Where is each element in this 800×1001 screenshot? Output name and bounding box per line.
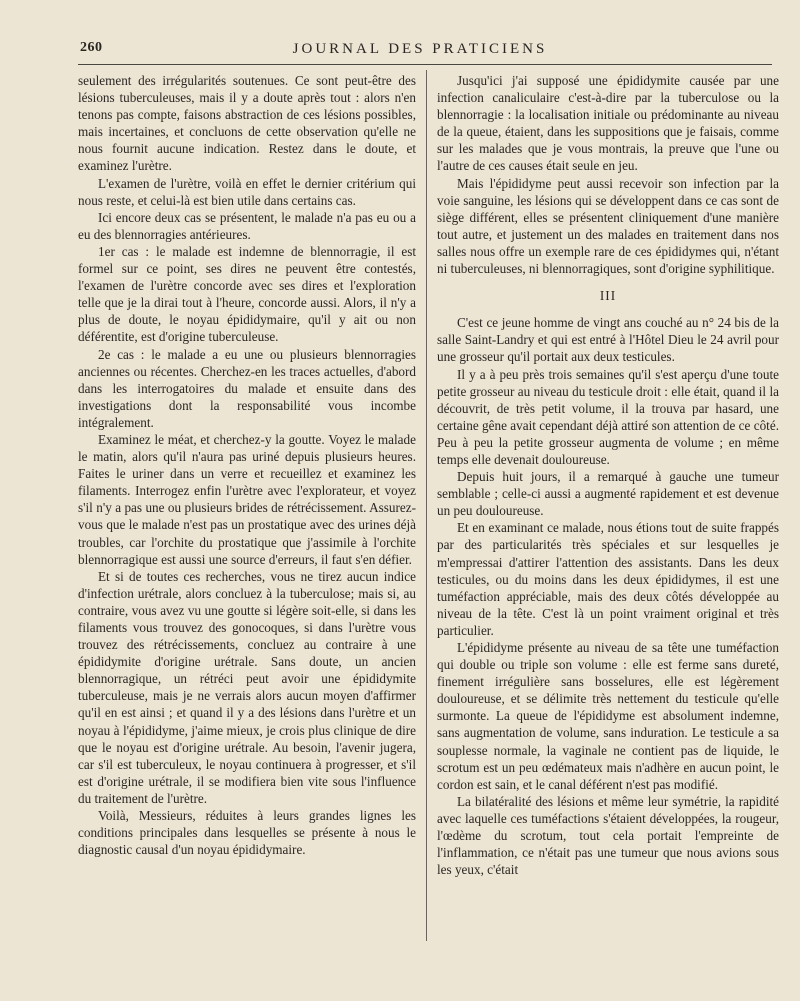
paragraph: Depuis huit jours, il a remarqué à gauche une tumeur semblable ; celle-ci aussi a augmenté rapidement et est devenue un peu douloureuse.	[437, 469, 779, 519]
paragraph: Mais l'épididyme peut aussi recevoir son infection par la voie sanguine, les lésions qui se développent dans ce cas sont de siège différent, elles se présentent cliniquement d'une manière tout autre, et justement un des malades en traitement dans nos salles nous offre un exemple rare de ces épididymes qui, n'étant ni tuberculeuses, ni blennorragiques, sont d'origine syphilitique.	[437, 175, 779, 277]
paragraph: seulement des irrégularités soutenues. Ce sont peut-être des lésions tuberculeuses, mais il y a doute après tout : alors n'en tenons pas compte, faisons abstraction de ces lésions possibles, mais incertaines, et concluons de cette observation qu'elle ne nous fournit aucune indication. Restez dans le doute, et examinez l'urètre.	[78, 73, 416, 174]
page-number: 260	[80, 40, 103, 55]
left-column	[78, 72, 416, 965]
paragraph: 2e cas : le malade a eu une ou plusieurs blennorragies anciennes ou récentes. Cherchez-en les traces actuelles, d'abord dans les interrogatoires du malade et ensuite dans des investigations dont la responsabilité vous incombe intégralement.	[78, 346, 416, 430]
paragraph: Et en examinant ce malade, nous étions tout de suite frappés par des particularités très spéciales et sur lesquelles je m'empressai d'attirer l'attention des assistants. Dans les deux testicules, ou du moins dans les deux épididymes, il est une tuméfaction appréciable, mais des deux côtés développée au niveau de la tête. C'est là un point vraiment original et très particulier.	[437, 520, 779, 638]
paragraph: C'est ce jeune homme de vingt ans couché au n° 24 bis de la salle Saint-Landry et qui est entré à l'Hôtel Dieu le 24 avril pour une grosseur qu'il portait aux deux testicules.	[437, 315, 779, 365]
case-ordinal: 1er	[98, 243, 115, 259]
header-rule	[78, 64, 772, 65]
page-header	[80, 40, 760, 64]
paragraph: Voilà, Messieurs, réduites à leurs grandes lignes les conditions principales dans lesquelles se présente à nous le diagnostic causal d'un noyau épididymaire.	[78, 808, 416, 858]
running-title: JOURNAL DES PRATICIENS	[292, 41, 548, 57]
paragraph: Examinez le méat, et cherchez-y la goutte. Voyez le malade le matin, alors qu'il n'aura pas uriné depuis plusieurs heures. Faites le uriner dans un verre et recueillez et examinez les filaments. Interrogez enfin l'urètre avec l'explorateur, et voyez s'il n'y a pas une ou plusieurs brides de rétrécissement. Assurez-vous que le malade n'est pas un prostatique avec des urines déjà troubles, car l'orchite du prostatique que j'assimile à l'orchite blennorragique est aussi une source d'erreurs, il faut s'en défier.	[78, 431, 416, 567]
paragraph: La bilatéralité des lésions et même leur symétrie, la rapidité avec laquelle ces tuméfactions s'étaient développées, la rougeur, l'œdème du scrotum, tout cela portait l'empreinte de l'inflammation, ce n'était pas une tumeur que nous avions sous les yeux, c'était	[437, 793, 779, 878]
column-divider	[426, 70, 427, 941]
section-heading: III	[599, 288, 617, 304]
paragraph: Ici encore deux cas se présentent, le malade n'a pas eu ou a eu des blennorragies antérieures.	[78, 209, 416, 242]
paragraph: Il y a à peu près trois semaines qu'il s'est aperçu d'une toute petite grosseur au niveau du testicule droit : elle était, quand il la découvrit, de très petit volume, il la trouva par hasard, une certaine gêne avait cependant déjà attiré son attention de ce côté. Peu à peu la petite grosseur augmenta de volume ; en même temps elle devenait douloureuse.	[437, 366, 779, 467]
paragraph: L'examen de l'urètre, voilà en effet le dernier critérium qui nous reste, et celui-là est bien utile dans certains cas.	[78, 175, 416, 208]
paragraph: Jusqu'ici j'ai supposé une épididymite causée par une infection canaliculaire c'est-à-dire par la tuberculose ou la blennorragie : la localisation initiale ou prédominante au niveau de la queue, étaient, dans les suppositions que je faisais, comme sur les malades que je vous montrais, la preuve que l'une ou l'autre de ces causes était seule en jeu.	[437, 73, 779, 174]
case-text: cas : le malade est indemne de blennorragie, il est formel sur ce point, ses dires ne peuvent être contestés, l'examen de l'urètre concorde avec ses dires et l'exploration telle que je la dirai tout à l'heure, concorde aussi. Alors, il n'y a plus de doute, le noyau épididymaire, qu'il y ait ou non déférentite, est d'origine tuberculeuse.	[78, 243, 416, 345]
paragraph: Et si de toutes ces recherches, vous ne tirez aucun indice d'infection urétrale, alors concluez à la tuberculose; mais si, au contraire, vous avez vu une goutte si légère soit-elle, si dans les filaments vous trouvez des gonocoques, si dans l'urètre vous trouvez des rétrécissements, concluez au contraire à une épididymite d'origine urétrale. Sans doute, un ancien blennorragique, un rétréci peut avoir une épididymite tuberculeuse, mais je ne verrais alors aucun moyen d'affirmer qu'il en est ainsi ; et quand il y a des lésions dans l'urètre et un noyau à l'épididyme, j'aime mieux, je crois plus clinique de dire que le noyau est d'origine urétrale. Au besoin, l'avenir jugera, car s'il est tuberculeux, le noyau continuera à progresser, et s'il est d'origine urétrale, il se modifiera bien vite sous l'influence du traitement de l'urètre.	[78, 568, 416, 806]
right-column	[437, 72, 779, 965]
paragraph: L'épididyme présente au niveau de sa tête une tuméfaction qui double ou triple son volume : elle est ferme sans dureté, finement irrégulière sans bosselures, elle est légèrement douloureuse, et se délimite très nettement du testicule qu'elle surmonte. La queue de l'épididyme est absolument indemne, sans augmentation de volume, sans induration. Le testicule a sa souplesse normale, la vaginale ne contient pas de liquide, le scrotum est un peu œdémateux mais n'adhère en aucun point, le cordon est sain, et le canal déférent n'est pas modifié.	[437, 640, 779, 792]
paragraph-first-case	[78, 243, 416, 346]
